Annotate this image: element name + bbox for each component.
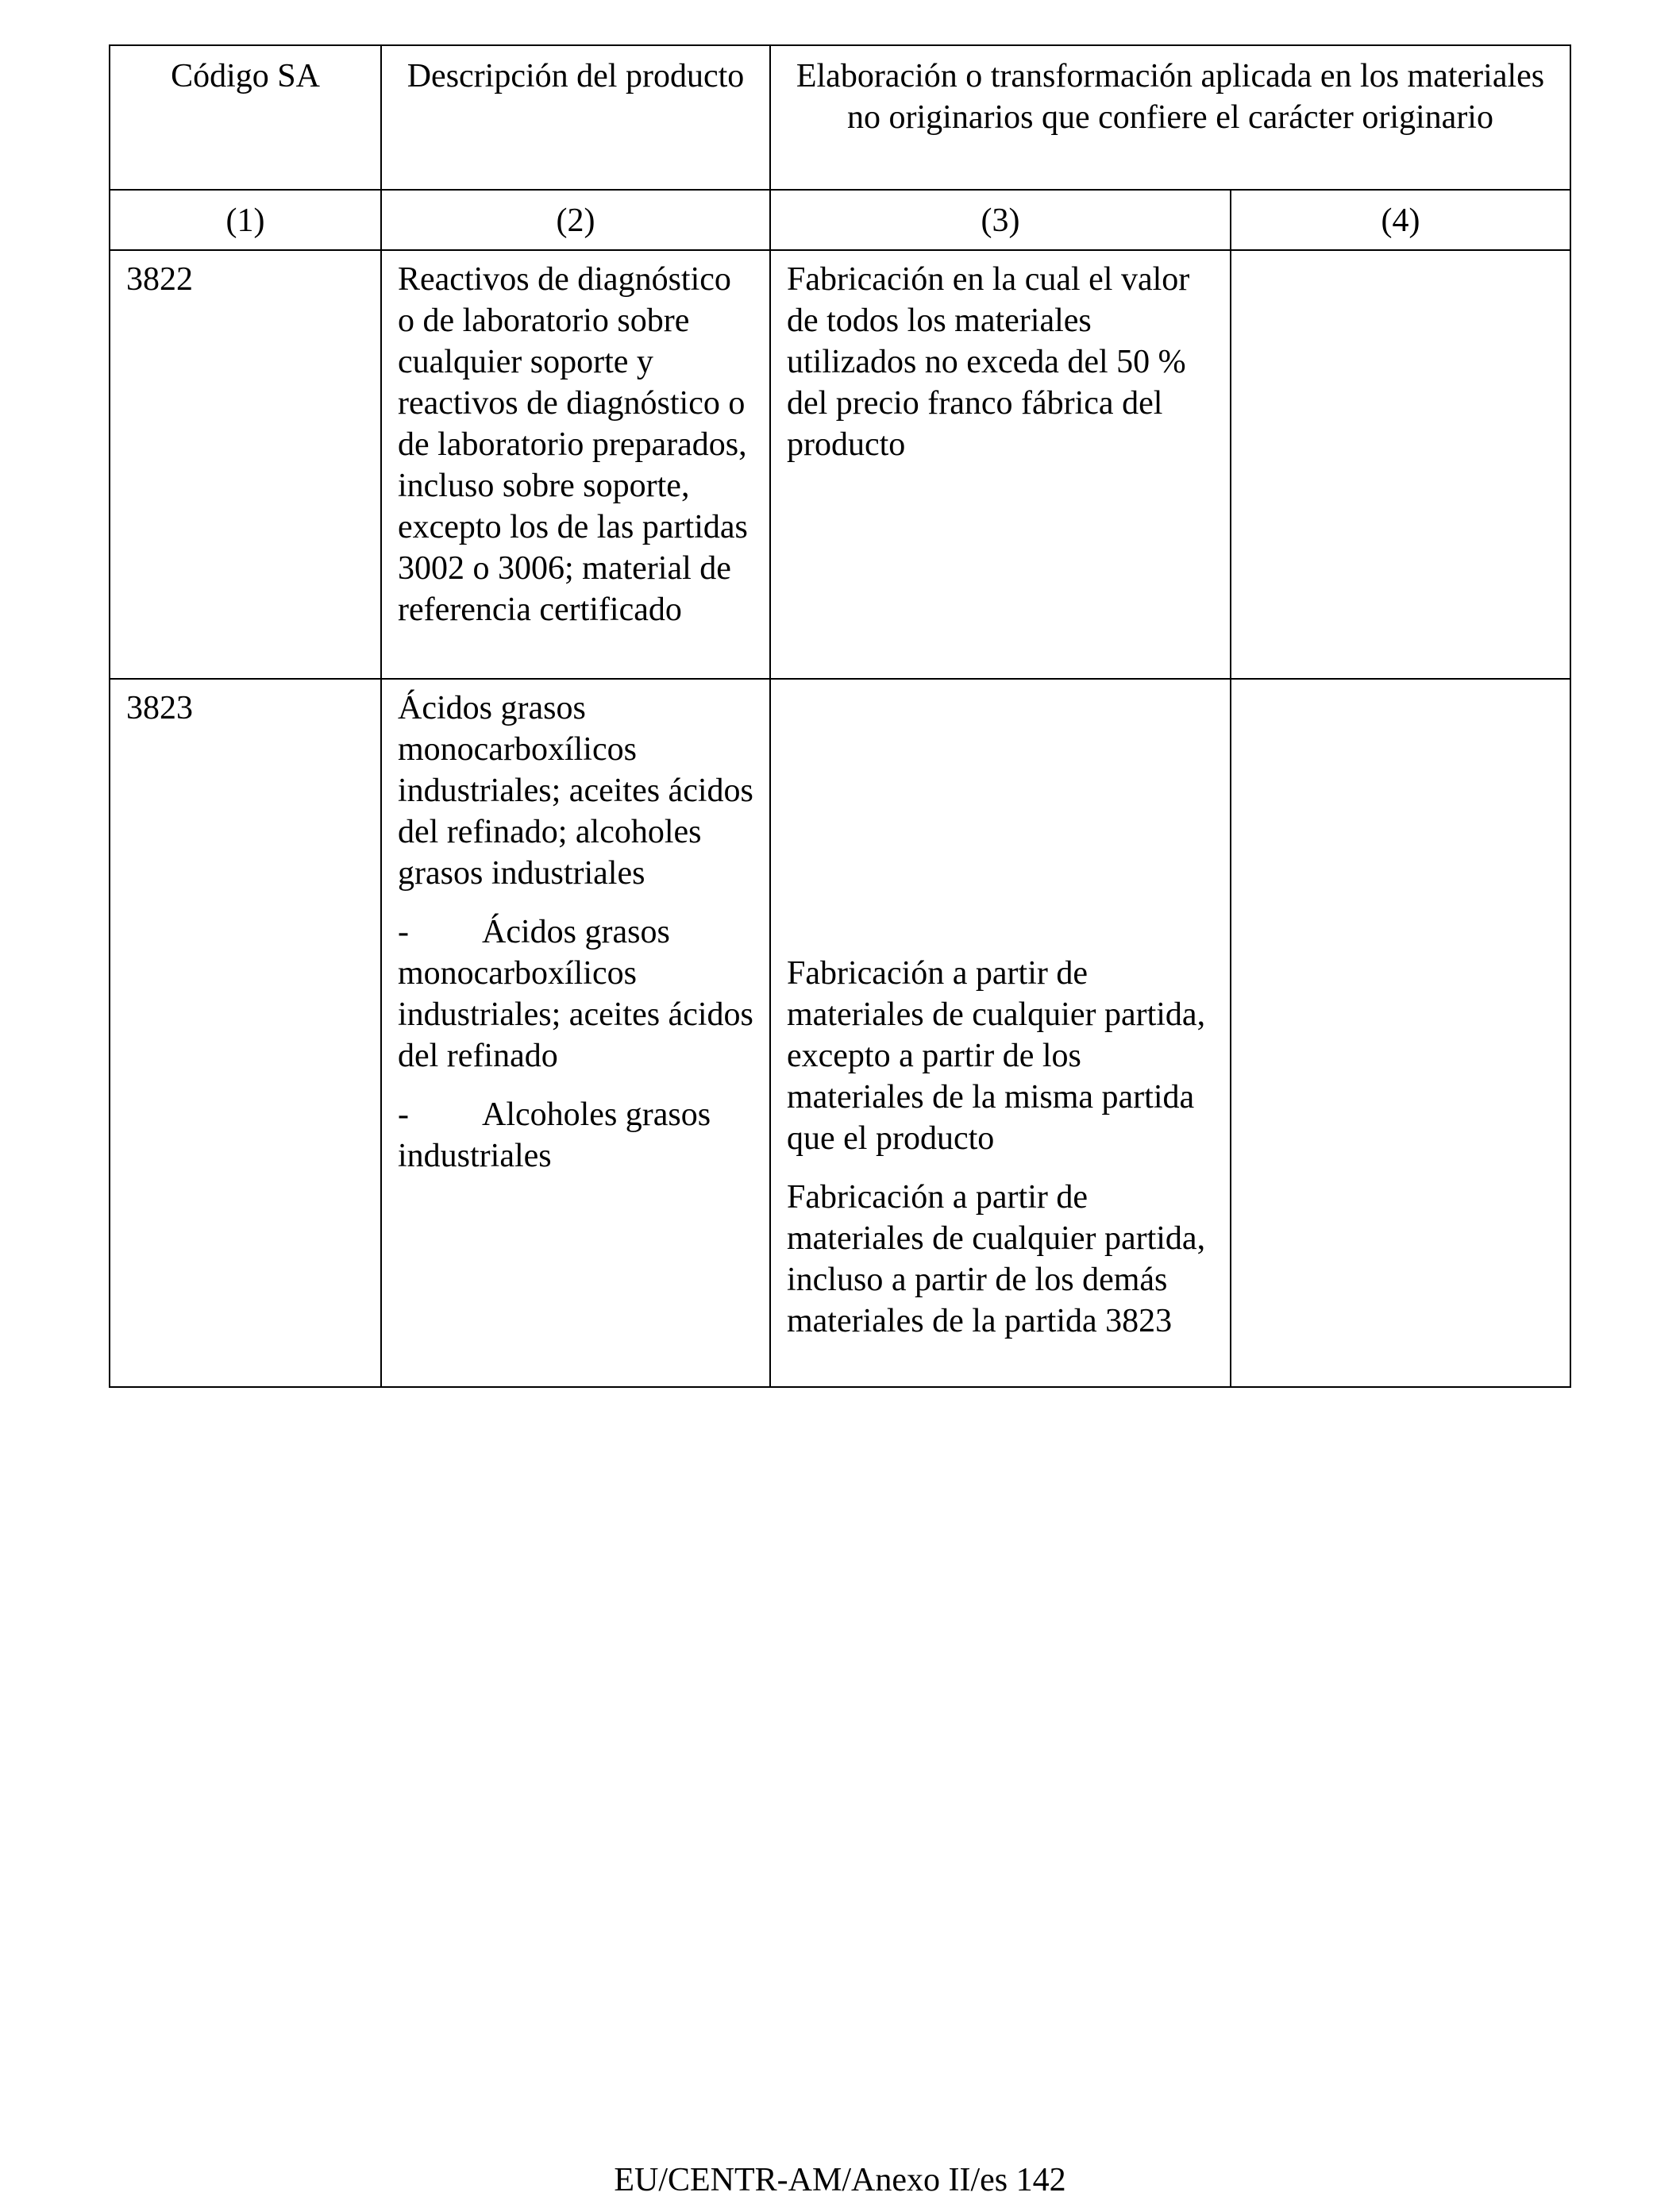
dash-marker: -: [398, 914, 409, 950]
sub-item-rule: Fabricación a partir de materiales de cualquier partida, excepto a partir de los materiales de la misma partida que el producto: [787, 955, 1206, 1157]
table-row: [110, 679, 1570, 1387]
header-hs-code: Código SA: [110, 45, 381, 190]
product-description-cell: Reactivos de diagnóstico o de laboratorio sobre cualquier soporte y reactivos de diagnóstico o de laboratorio preparados, incluso sobre soporte, excepto los de las partidas 3002 o 3006; material de referencia certificado: [381, 250, 770, 679]
sub-item-fatty-alcohols: [398, 1094, 753, 1177]
table-header-row: [110, 45, 1570, 190]
table-row: [110, 250, 1570, 679]
hs-code-cell: 3822: [110, 250, 381, 679]
origin-rule-cell: [770, 679, 1231, 1387]
rule-gap: [787, 1159, 1214, 1177]
rules-of-origin-table: [109, 44, 1571, 1388]
hs-code-cell: 3823: [110, 679, 381, 1387]
column-number-row: [110, 190, 1570, 250]
sub-item-description: Alcoholes grasos industriales: [398, 1096, 711, 1174]
column-number-4: (4): [1231, 190, 1570, 250]
heading-description: Ácidos grasos monocarboxílicos industriales; aceites ácidos del refinado; alcoholes grasos industriales: [398, 690, 753, 892]
alternative-rule-cell: [1231, 679, 1570, 1387]
dash-marker: -: [398, 1096, 409, 1133]
sub-item-text-wrap: [398, 911, 753, 1077]
header-working-processing: Elaboración o transformación aplicada en los materiales no originarios que confiere el carácter originario: [770, 45, 1570, 190]
column-number-2: (2): [381, 190, 770, 250]
column-number-1: (1): [110, 190, 381, 250]
sub-item-description: Ácidos grasos monocarboxílicos industriales; aceites ácidos del refinado: [398, 914, 753, 1074]
alternative-rule-cell: [1231, 250, 1570, 679]
origin-rule-cell: Fabricación en la cual el valor de todos los materiales utilizados no exceda del 50 % del precio franco fábrica del producto: [770, 250, 1231, 679]
page-footer-reference: EU/CENTR-AM/Anexo II/es 142: [614, 2162, 1066, 2198]
rule-spacer: [787, 688, 1214, 953]
rules-of-origin-table-container: [109, 44, 1570, 1388]
column-number-3: (3): [770, 190, 1231, 250]
sub-item-fatty-acids: [398, 911, 753, 1077]
header-product-description: Descripción del producto: [381, 45, 770, 190]
product-description-cell: [381, 679, 770, 1387]
sub-item-rule: Fabricación a partir de materiales de cualquier partida, incluso a partir de los demás materiales de la partida 3823: [787, 1179, 1206, 1339]
sub-item-text-wrap: [398, 1094, 753, 1177]
